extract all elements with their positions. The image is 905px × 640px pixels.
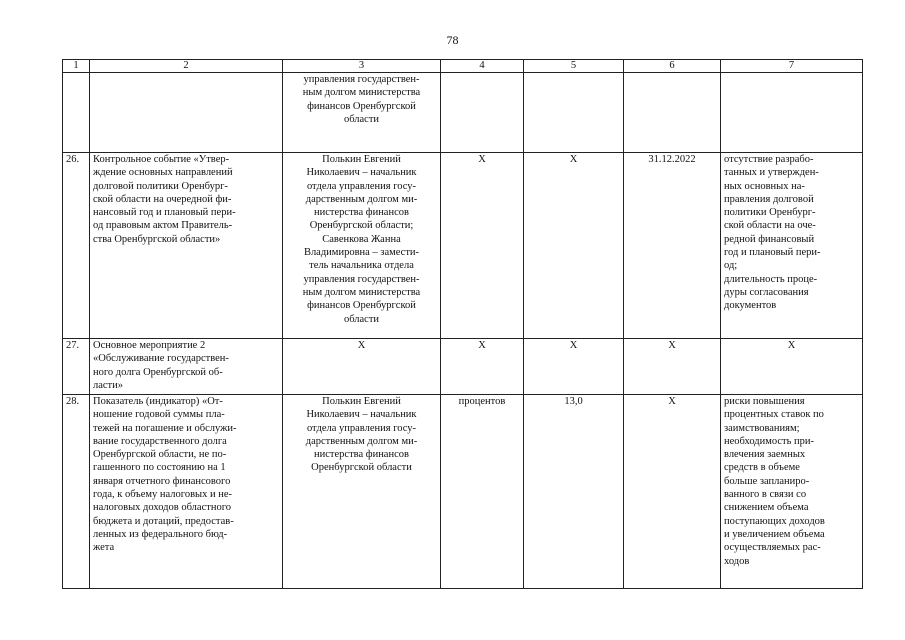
- event-name: Контрольное событие «Утвер- ждение основных направлений долговой политики Оренбург- ской области на очередной фи- нансовый год и плановый пери- од правовым актом Правитель- ства Оренбургской области»: [90, 153, 283, 339]
- table-row: [63, 339, 863, 395]
- event-name: [90, 73, 283, 153]
- program-table: [62, 59, 863, 589]
- date-cell: X: [624, 395, 721, 589]
- column-header: 7: [721, 60, 863, 73]
- value-cell: X: [524, 153, 624, 339]
- column-header: 2: [90, 60, 283, 73]
- event-name: Показатель (индикатор) «От- ношение годовой суммы пла- тежей на погашение и обслужи- вание государственного долга Оренбургской области, не по- гашенного по состоянию на 1 января отчетного финансового года, к объему налоговых и не- налоговых доходов областного бюджета и дотаций, предостав- ленных из федерального бюд- жета: [90, 395, 283, 589]
- page-number: 78: [446, 33, 459, 47]
- date-cell: X: [624, 339, 721, 395]
- unit-cell: X: [441, 153, 524, 339]
- unit-cell: [441, 73, 524, 153]
- row-number: 28.: [63, 395, 90, 589]
- risks-cell: [721, 73, 863, 153]
- risks-cell: отсутствие разрабо- танных и утвержден- ных основных на- правления долговой политики Оренбург- ской области на оче- редной финансовый год и плановый пери- од; длительность проце- дуры согласования документов: [721, 153, 863, 339]
- column-header: 3: [283, 60, 441, 73]
- row-number: [63, 73, 90, 153]
- column-header: 5: [524, 60, 624, 73]
- column-header: 6: [624, 60, 721, 73]
- unit-cell: X: [441, 339, 524, 395]
- column-header: 4: [441, 60, 524, 73]
- column-header: 1: [63, 60, 90, 73]
- table-row: [63, 153, 863, 339]
- date-cell: [624, 73, 721, 153]
- responsible-person: Полькин Евгений Николаевич – начальник отдела управления госу- дарственным долгом ми- нистерства финансов Оренбургской области; Савенкова Жанна Владимировна – замести- тель начальника отдела управления государствен- ным долгом министерства финансов Оренбургской области: [283, 153, 441, 339]
- responsible-person: X: [283, 339, 441, 395]
- table-row: [63, 73, 863, 153]
- date-cell: 31.12.2022: [624, 153, 721, 339]
- column-number-row: [63, 60, 863, 73]
- value-cell: X: [524, 339, 624, 395]
- row-number: 26.: [63, 153, 90, 339]
- risks-cell: риски повышения процентных ставок по заимствованиям; необходимость при- влечения заемных средств в объеме больше запланиро- ванного в связи со снижением объема поступающих доходов и увеличением объема осуществляемых рас- ходов: [721, 395, 863, 589]
- value-cell: [524, 73, 624, 153]
- table-row: [63, 395, 863, 589]
- unit-cell: процентов: [441, 395, 524, 589]
- event-name: Основное мероприятие 2 «Обслуживание государствен- ного долга Оренбургской об- ласти»: [90, 339, 283, 395]
- row-number: 27.: [63, 339, 90, 395]
- responsible-person: управления государствен- ным долгом министерства финансов Оренбургской области: [283, 73, 441, 153]
- risks-cell: X: [721, 339, 863, 395]
- responsible-person: Полькин Евгений Николаевич – начальник отдела управления госу- дарственным долгом ми- нистерства финансов Оренбургской области: [283, 395, 441, 589]
- value-cell: 13,0: [524, 395, 624, 589]
